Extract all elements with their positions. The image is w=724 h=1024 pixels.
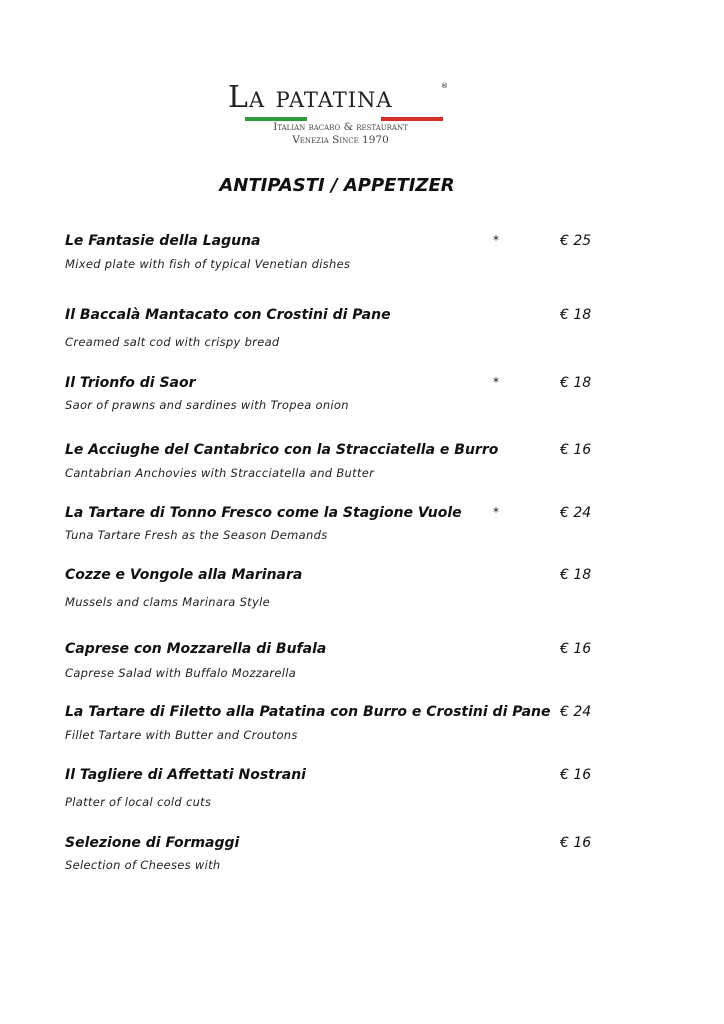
item-description: Saor of prawns and sardines with Tropea onion — [65, 398, 349, 412]
item-description: Fillet Tartare with Butter and Croutons — [65, 728, 298, 742]
item-description: Caprese Salad with Buffalo Mozzarella — [65, 666, 297, 680]
item-title: Il Baccalà Mantacato con Crostini di Pane — [65, 307, 391, 323]
item-description: Mixed plate with fish of typical Venetian dishes — [65, 257, 351, 271]
item-price: € 16 — [560, 767, 592, 783]
restaurant-logo — [228, 76, 453, 148]
item-description: Mussels and clams Marinara Style — [65, 595, 270, 609]
item-price: € 16 — [560, 641, 592, 657]
section-heading: ANTIPASTI / APPETIZER — [219, 175, 455, 196]
item-title: La Tartare di Filetto alla Patatina con Burro e Crostini di Pane — [65, 704, 551, 720]
item-price: € 24 — [560, 704, 592, 720]
item-title: Il Tagliere di Affettati Nostrani — [65, 767, 306, 783]
item-description: Platter of local cold cuts — [65, 795, 212, 809]
logo-since: Venezia Since 1970 — [292, 134, 389, 146]
item-price: € 24 — [560, 505, 592, 521]
item-description: Cantabrian Anchovies with Stracciatella and Butter — [65, 466, 375, 480]
item-title: Cozze e Vongole alla Marinara — [65, 567, 303, 583]
item-description: Creamed salt cod with crispy bread — [65, 335, 280, 349]
item-star: * — [493, 375, 499, 389]
item-price: € 18 — [560, 375, 592, 391]
item-title: Caprese con Mozzarella di Bufala — [65, 641, 327, 657]
item-price: € 16 — [560, 835, 592, 851]
item-price: € 16 — [560, 442, 592, 458]
item-title: Le Fantasie della Laguna — [65, 233, 261, 249]
item-title: Le Acciughe del Cantabrico con la Stracciatella e Burro — [65, 442, 499, 458]
item-price: € 18 — [560, 307, 592, 323]
item-star: * — [493, 505, 499, 519]
item-star: * — [493, 233, 499, 247]
item-title: Il Trionfo di Saor — [65, 375, 196, 391]
registered-mark: ® — [441, 82, 448, 90]
logo-tagline: Italian bacaro & restaurant — [273, 121, 408, 133]
item-price: € 25 — [560, 233, 592, 249]
logo-name: La patatina — [228, 80, 393, 115]
item-description: Selection of Cheeses with — [65, 858, 221, 872]
item-title: La Tartare di Tonno Fresco come la Stagione Vuole — [65, 505, 462, 521]
item-description: Tuna Tartare Fresh as the Season Demands — [65, 528, 328, 542]
item-price: € 18 — [560, 567, 592, 583]
item-title: Selezione di Formaggi — [65, 835, 240, 851]
